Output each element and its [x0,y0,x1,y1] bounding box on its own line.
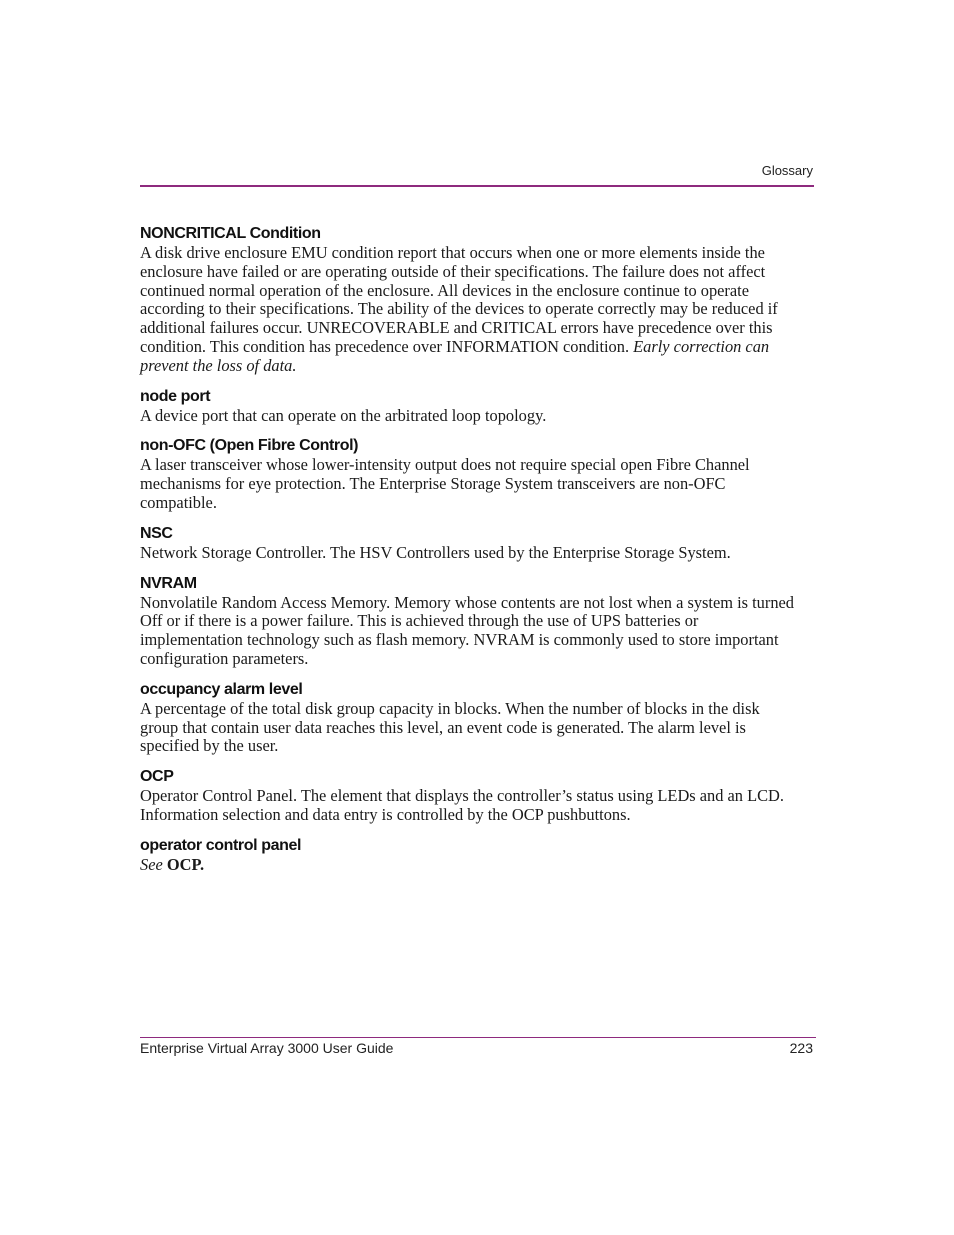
header-rule [140,185,814,187]
glossary-entry [140,836,795,875]
glossary-definition: Network Storage Controller. The HSV Controllers used by the Enterprise Storage System. [140,542,731,562]
glossary-entry [140,387,795,426]
glossary-definition: Nonvolatile Random Access Memory. Memory whose contents are not lost when a system is turned Off or if there is a power failure. This is achieved through the use of UPS batteries or implementation technology such as flash memory. NVRAM is commonly used to store important configuration parameters. [140,592,794,668]
glossary-term: NSC [140,524,173,542]
footer-rule [140,1037,816,1038]
glossary-entry [140,767,795,825]
glossary-definition: Operator Control Panel. The element that displays the controller’s status using LEDs and an LCD. Information selection and data entry is controlled by the OCP pushbuttons. [140,786,784,824]
glossary-definition: A percentage of the total disk group capacity in blocks. When the number of blocks in the disk group that contain user data reaches this level, an event code is generated. The alarm level is specified by the user. [140,698,760,756]
cross-reference-link[interactable]: OCP. [166,854,205,874]
glossary-entry [140,436,795,512]
definition-note: Early correction can prevent the loss of data. [140,336,770,375]
glossary-term: occupancy alarm level [140,680,303,698]
glossary-term: NVRAM [140,574,197,592]
glossary-term: NONCRITICAL Condition [140,225,321,242]
glossary-term: non-OFC (Open Fibre Control) [140,437,359,455]
see-label: See [140,854,163,874]
glossary-term: node port [140,387,211,405]
running-header: Glossary [761,163,813,178]
definition-text: A disk drive enclosure EMU condition report that occurs when one or more elements inside the enclosure have failed or are operating outside of their specifications. The failure does not affect continued normal operation of the enclosure. All devices in the enclosure continue to operate according to their specifications. The ability of the devices to operate correctly may be reduced if additional failures occur. UNRECOVERABLE and CRITICAL errors have precedence over this condition. This condition has precedence over INFORMATION condition. [140,243,778,356]
glossary-entry [140,574,795,669]
glossary-definition: A laser transceiver whose lower-intensity output does not require special open Fibre Channel mechanisms for eye protection. The Enterprise Storage System transceivers are non-OFC compatible. [140,455,750,512]
glossary-entry [140,680,795,756]
glossary-term: OCP [140,768,174,786]
glossary-entry [140,224,795,376]
footer-document-title: Enterprise Virtual Array 3000 User Guide [140,1040,394,1056]
glossary-definition [140,856,795,875]
glossary-definition [140,244,795,376]
glossary-term: operator control panel [140,836,301,854]
glossary-entry [140,524,795,563]
page-number: 223 [789,1040,813,1056]
glossary-definition: A device port that can operate on the arbitrated loop topology. [140,405,547,425]
glossary-entries [140,224,795,875]
